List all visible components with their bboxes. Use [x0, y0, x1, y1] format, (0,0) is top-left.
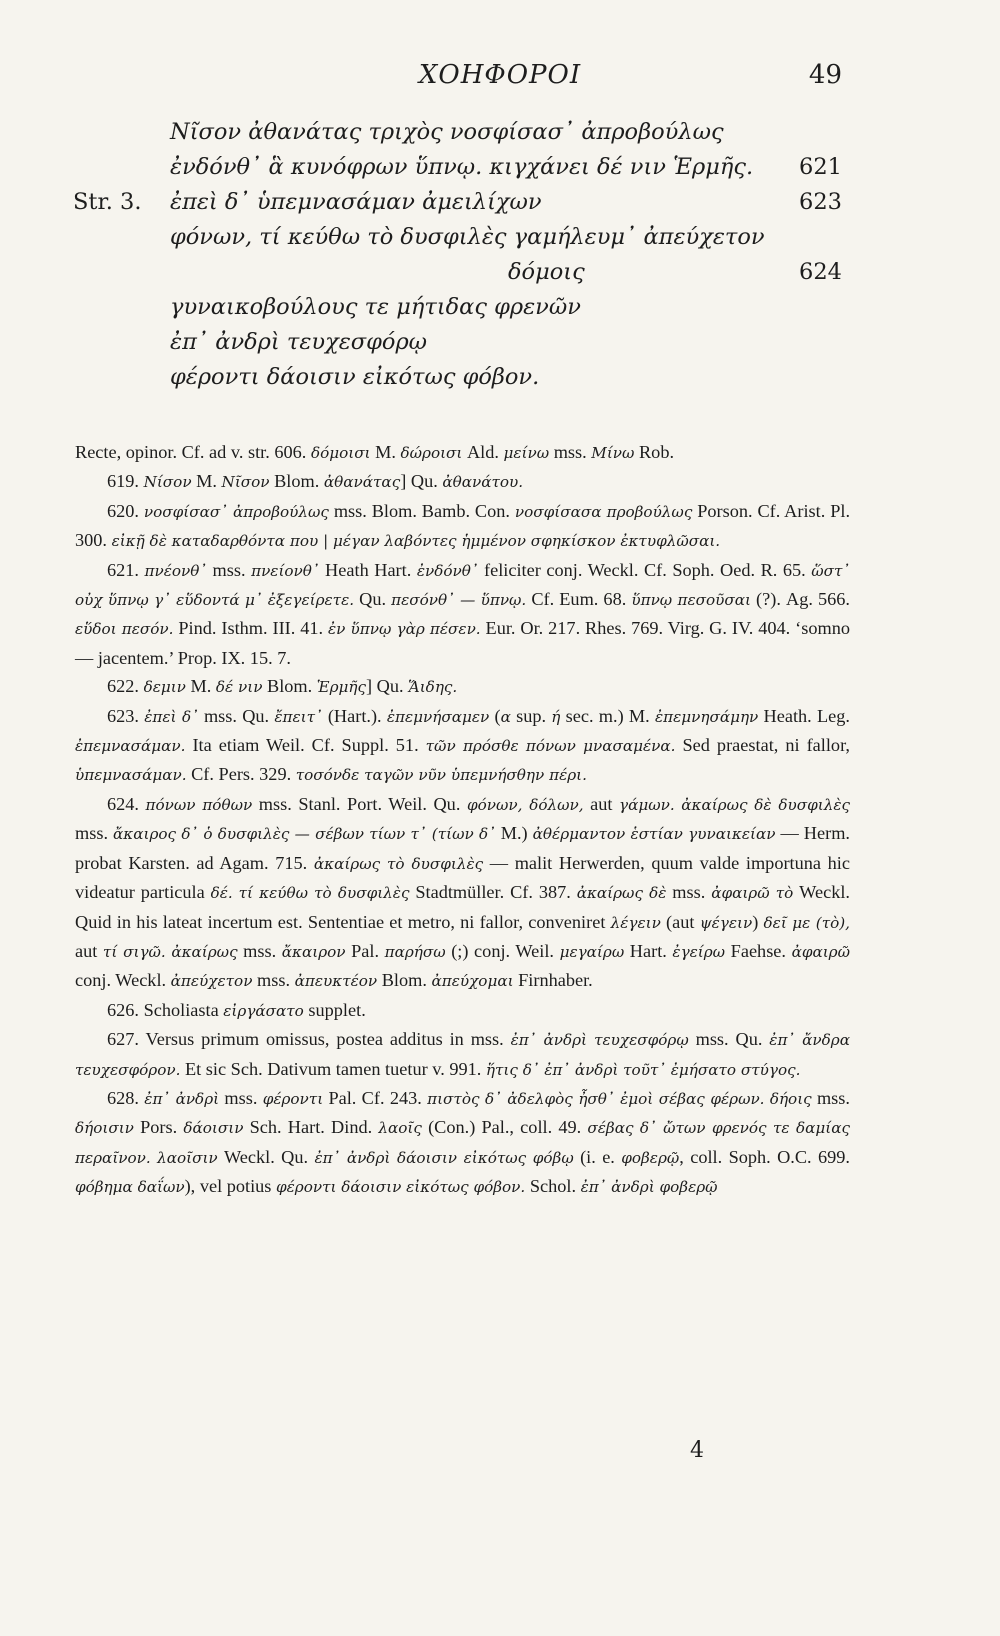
greek-text: ἐπ᾽ ἀνδρὶ: [144, 1089, 220, 1108]
note-text: Weckl. Quid in his lateat incertum est. Sententiae et metro, ni fallor, conveniret: [75, 882, 850, 932]
note-text: Heath Hart.: [319, 559, 417, 580]
greek-text: ἐνδόνθ᾽: [416, 561, 479, 580]
greek-text: τῶν πρόσθε πόνων μνασαμένα.: [425, 737, 676, 756]
running-title: ΧΟΗΦΟΡΟΙ: [418, 60, 582, 90]
greek-text: πιστὸς δ᾽ ἀδελφὸς ἦσθ᾽ ἐμοὶ σέβας φέρων.: [427, 1089, 765, 1108]
greek-text: σέβας δ᾽ ὤτων φρενός τε δαμίας περαῖνον.: [75, 1119, 850, 1167]
greek-text: μείνω: [503, 444, 550, 462]
note-text: Firnhaber.: [513, 970, 593, 991]
greek-text: φοβερῷ: [621, 1148, 680, 1167]
note-text: Blom.: [262, 676, 317, 697]
greek-text: φόβημα δαΐων: [75, 1178, 185, 1197]
greek-text: ἀκαίρως τὸ δυσφιλὲς: [313, 854, 484, 873]
note-text: mss.: [252, 970, 295, 991]
greek-text: Νίσον: [143, 473, 192, 492]
greek-text: ἀπεύχετον: [170, 972, 253, 991]
verse-line: δόμοις: [508, 259, 585, 285]
greek-text: ἀπευκτέον: [294, 972, 378, 991]
note-text: (: [489, 705, 501, 726]
greek-text: ἐπεὶ δ᾽: [144, 707, 199, 726]
greek-text: τί κεύθω τὸ δυσφιλὲς: [238, 884, 410, 903]
greek-text: ἄκαιρος δ᾽ ὁ δυσφιλὲς — σέβων τίων τ᾽ (τίων δ᾽: [113, 825, 496, 844]
note-text: Sch. Hart. Dind.: [243, 1117, 379, 1138]
greek-text: ἐπ᾽ ἄνδρα τευχεσφόρον.: [75, 1031, 850, 1079]
note-text: Blom.: [269, 471, 324, 492]
note-paragraph: [75, 467, 850, 496]
greek-text: γάμων.: [619, 795, 675, 814]
greek-text: δόμοισι: [310, 444, 371, 462]
note-text: ): [752, 911, 764, 932]
greek-text: λαοῖσιν: [157, 1148, 218, 1167]
note-text: mss.: [75, 823, 114, 844]
greek-text: ἐπ᾽ ἀνδρὶ φοβερῷ: [580, 1178, 718, 1197]
greek-text: ὕπνῳ πεσοῦσαι: [631, 591, 751, 610]
note-text: 623.: [107, 705, 145, 726]
line-number: 621: [799, 154, 842, 180]
note-text: sec. m.) M.: [560, 705, 655, 726]
note-text: 626. Scholiasta: [107, 999, 224, 1020]
note-text: Weckl. Qu.: [217, 1146, 315, 1167]
greek-text: ἀθέρμαντον ἑστίαν γυναικείαν: [532, 825, 776, 844]
verse-line: Νῖσον ἀθανάτας τριχὸς νοσφίσασ᾽ ἀπροβούλως: [170, 119, 724, 145]
note-text: , coll. Soph. O.C. 699.: [679, 1146, 850, 1167]
note-text: mss.: [237, 940, 282, 961]
note-text: — Herm. probat Karsten. ad Agam. 715.: [75, 823, 850, 873]
greek-text: ἐπεμνήσαμεν: [386, 707, 490, 726]
note-text: — malit Herwerden, quum valde importuna hic videatur particula: [75, 852, 851, 903]
note-text: 621.: [107, 559, 145, 580]
note-text: Sed praestat, ni fallor,: [675, 735, 851, 756]
note-text: sup.: [510, 705, 552, 726]
greek-text: πνείονθ᾽: [251, 561, 320, 580]
note-text: mss. Qu.: [198, 705, 275, 726]
note-paragraph: [75, 702, 850, 790]
greek-text: νοσφίσασα προβούλως: [514, 502, 693, 521]
greek-text: Ἅιδης.: [408, 678, 458, 697]
greek-text: Ἑρμῆς: [316, 678, 366, 697]
note-text: aut: [583, 793, 620, 814]
note-text: Faehse.: [725, 940, 792, 961]
greek-text: τοσόνδε ταγῶν νῦν ὑπεμνήσθην πέρι.: [295, 766, 587, 785]
note-text: M.: [370, 442, 401, 462]
note-text: mss.: [811, 1087, 850, 1108]
greek-text: δήοισιν: [75, 1119, 134, 1138]
greek-text: ἄκαιρον: [281, 942, 346, 961]
greek-text: ἀκαίρως δὲ: [576, 884, 667, 903]
note-text: (Con.) Pal., coll. 49.: [421, 1117, 588, 1138]
greek-text: ἀκαίρως δὲ δυσφιλὲς: [681, 795, 851, 814]
note-text: Ald.: [462, 442, 504, 462]
note-text: Pal.: [345, 940, 385, 961]
greek-text: φέροντι: [262, 1089, 324, 1108]
line-number: 623: [799, 189, 842, 215]
note-text: Et sic Sch. Dativum tamen tuetur v. 991.: [180, 1058, 486, 1079]
note-text: mss.: [549, 442, 592, 462]
note-text: 628.: [107, 1087, 145, 1108]
note-text: ] Qu.: [400, 471, 443, 492]
note-text: (Hart.).: [322, 705, 387, 726]
note-text: Heath. Leg.: [758, 705, 850, 726]
note-text: 627. Versus primum omissus, postea additus in mss.: [107, 1029, 511, 1050]
greek-text: πνέονθ᾽: [144, 561, 208, 580]
note-text: mss.: [666, 882, 712, 903]
note-text: (i. e.: [573, 1146, 622, 1167]
greek-text: ἀθανάτας: [323, 473, 401, 492]
greek-text: ἥτις δ᾽ ἐπ᾽ ἀνδρὶ τοῦτ᾽ ἐμήσατο στύγος.: [485, 1060, 801, 1079]
note-text: 620.: [107, 500, 144, 521]
greek-text: ή: [551, 707, 561, 726]
greek-text: δεῖ με (τὸ),: [763, 913, 850, 932]
greek-text: ἀφαιρῶ: [791, 942, 850, 961]
greek-text: ὑπεμνασάμαν.: [75, 766, 187, 785]
greek-text: νοσφίσασ᾽ ἀπροβούλως: [143, 502, 329, 521]
greek-text: δάοισιν: [183, 1119, 244, 1138]
greek-text: δεμιν: [143, 678, 186, 697]
note-text: ] Qu.: [365, 676, 409, 697]
note-text: aut: [75, 940, 103, 961]
greek-text: μεγαίρω: [559, 942, 625, 961]
note-text: Pind. Isthm. III. 41.: [173, 618, 328, 639]
note-text: mss. Stanl. Port. Weil. Qu.: [252, 793, 467, 814]
note-text: M.: [185, 676, 216, 697]
greek-text: εἰκῇ δὲ καταδαρθόντα που | μέγαν λαβόντες ἡμμένον σφηκίσκον ἐκτυφλῶσαι.: [111, 532, 721, 551]
greek-text: δώροισι: [400, 444, 463, 462]
note-text: Qu.: [354, 589, 392, 610]
greek-text: ἐγείρω: [672, 942, 726, 961]
strophe-label: Str. 3.: [73, 189, 142, 215]
note-text: M.: [191, 471, 222, 492]
verse-line: γυναικοβούλους τε μήτιδας φρενῶν: [170, 294, 581, 320]
note-text: 622.: [107, 676, 144, 697]
greek-text: τί σιγῶ.: [102, 942, 166, 961]
note-text: ), vel potius: [184, 1176, 276, 1197]
greek-text: δέ.: [210, 884, 233, 903]
critical-notes: [75, 438, 850, 1202]
note-text: Stadtmüller. Cf. 387.: [409, 882, 577, 903]
note-text: mss.: [219, 1087, 263, 1108]
note-paragraph: [75, 1084, 850, 1202]
greek-text: ὥστ᾽ οὐχ ὕπνῳ γ᾽ εὕδοντά μ᾽ ἐξεγείρετε.: [75, 561, 850, 610]
greek-text: ἐπεμνησάμην: [654, 707, 759, 726]
greek-text: ἐπ᾽ ἀνδρὶ δάοισιν εἰκότως φόβῳ: [314, 1148, 574, 1167]
greek-text: Νῖσον: [221, 473, 270, 492]
greek-text: εὕδοι πεσόν.: [75, 620, 174, 639]
verse-line: ἐπεὶ δ᾽ ὑπεμνασάμαν ἀμειλίχων: [170, 189, 542, 215]
note-text: Eur. Or. 217. Rhes. 769. Virg. G. IV. 404. ‘somno — jacentem.’ Prop. IX. 15. 7.: [75, 618, 850, 668]
greek-text: ψέγειν: [699, 913, 753, 932]
greek-text: λέγειν: [610, 913, 661, 932]
greek-text: ἀφαιρῶ τὸ: [711, 884, 794, 903]
greek-text: φέροντι δάοισιν εἰκότως φόβον.: [276, 1178, 526, 1197]
note-text: (;) conj. Weil.: [445, 940, 560, 961]
greek-text: Μίνω: [591, 444, 635, 462]
greek-text: ἔπειτ᾽: [274, 707, 323, 726]
line-number: 624: [799, 259, 842, 285]
note-text: (?). Ag. 566.: [750, 589, 850, 610]
note-text: feliciter conj. Weckl. Cf. Soph. Oed. R. 65.: [478, 559, 812, 580]
note-text: mss. Qu.: [688, 1029, 770, 1050]
note-text: conj. Weckl.: [75, 970, 171, 991]
page-number: 49: [808, 60, 842, 90]
greek-text: πεσόνθ᾽ — ὕπνῳ.: [391, 591, 527, 610]
greek-text: ἀπεύχομαι: [431, 972, 514, 991]
verse-line: φέροντι δάοισιν εἰκότως φόβον.: [170, 364, 540, 390]
note-text: 624.: [107, 793, 146, 814]
verse-line: ἐνδόνθ᾽ ἃ κυνόφρων ὕπνῳ. κιγχάνει δέ νιν Ἑρμῆς.: [170, 154, 754, 180]
greek-text: παρήσω: [384, 942, 446, 961]
verse-line: φόνων, τί κεύθω τὸ δυσφιλὲς γαμήλευμ᾽ ἀπεύχετον: [170, 224, 765, 250]
greek-text: πόνων πόθων: [145, 795, 253, 814]
signature-mark: 4: [690, 1438, 704, 1463]
verse-line: ἐπ᾽ ἀνδρὶ τευχεσφόρῳ: [170, 329, 428, 355]
note-paragraph: [75, 996, 850, 1025]
note-text: Porson. Cf. Arist. Pl. 300.: [75, 500, 851, 551]
note-text: 619.: [107, 471, 144, 492]
greek-text: δήοις: [769, 1089, 812, 1108]
note-text: M.): [495, 823, 533, 844]
greek-text: εἰργάσατο: [223, 1001, 304, 1020]
note-text: Blom.: [377, 970, 432, 991]
note-text: Cf. Eum. 68.: [526, 589, 632, 610]
note-paragraph: [75, 556, 850, 673]
note-paragraph: [75, 438, 850, 467]
greek-text: ἀκαίρως: [171, 942, 238, 961]
note-text: (aut: [660, 911, 700, 932]
greek-text: ἐπ᾽ ἀνδρὶ τευχεσφόρῳ: [510, 1031, 689, 1050]
greek-text: α: [500, 707, 511, 726]
greek-text: φόνων, δόλων,: [466, 795, 584, 814]
note-text: Schol.: [525, 1176, 581, 1197]
greek-text: ἐπεμνασάμαν.: [75, 737, 186, 756]
note-text: mss.: [207, 559, 252, 580]
note-text: Pal. Cf. 243.: [323, 1087, 428, 1108]
note-paragraph: [75, 497, 850, 556]
note-text: Pors.: [133, 1117, 184, 1138]
note-text: supplet.: [303, 999, 366, 1020]
note-text: mss. Blom. Bamb. Con.: [328, 500, 515, 521]
note-paragraph: [75, 1025, 850, 1084]
greek-text: λαοῖς: [378, 1119, 422, 1138]
note-text: Ita etiam Weil. Cf. Suppl. 51.: [185, 735, 426, 756]
note-text: Hart.: [624, 940, 673, 961]
note-text: Rob.: [634, 442, 675, 462]
greek-text: ἐν ὕπνῳ γὰρ πέσεν.: [327, 620, 481, 639]
note-text: Recte, opinor. Cf. ad v. str. 606.: [75, 442, 311, 462]
greek-text: ἀθανάτου.: [442, 473, 524, 492]
note-paragraph: [75, 790, 850, 996]
note-text: Cf. Pers. 329.: [186, 764, 296, 785]
note-paragraph: [75, 672, 850, 701]
greek-text: δέ νιν: [215, 678, 263, 697]
